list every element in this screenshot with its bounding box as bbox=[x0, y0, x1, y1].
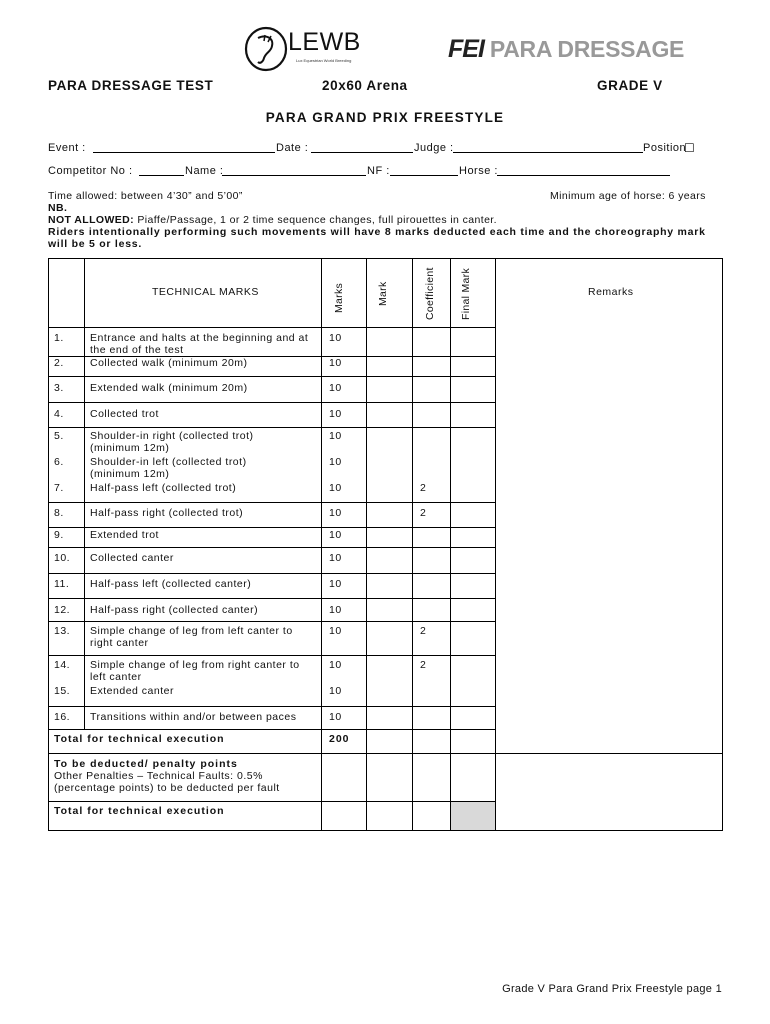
horse-head-icon bbox=[244, 26, 290, 72]
row-marks: 10 bbox=[329, 625, 342, 637]
row-num: 11. bbox=[54, 578, 70, 590]
horse-label: Horse : bbox=[459, 165, 498, 177]
row-marks: 10 bbox=[329, 357, 342, 369]
lewb-tagline: Lux Equestrian World Breeding bbox=[296, 58, 352, 63]
not-allowed-line bbox=[48, 214, 497, 226]
row-marks: 10 bbox=[329, 529, 342, 541]
row-num: 5. bbox=[54, 430, 64, 442]
time-allowed: Time allowed: between 4’30” and 5’00” bbox=[48, 190, 243, 202]
row-separator bbox=[48, 547, 496, 548]
page-footer: Grade V Para Grand Prix Freestyle page 1 bbox=[502, 983, 722, 995]
total-technical-value: 200 bbox=[329, 733, 350, 745]
nf-label: NF : bbox=[367, 165, 390, 177]
row-num: 15. bbox=[54, 685, 71, 697]
total-technical-label-2: Total for technical execution bbox=[54, 805, 225, 817]
row-separator bbox=[48, 402, 496, 403]
date-label: Date : bbox=[276, 142, 309, 154]
mark-header: Mark bbox=[377, 281, 389, 306]
row-num: 2. bbox=[54, 357, 64, 369]
row-movement: Half-pass left (collected canter) bbox=[90, 578, 252, 590]
row-separator bbox=[48, 729, 496, 730]
row-separator bbox=[48, 376, 496, 377]
riders-warning-1: Riders intentionally performing such movements will have 8 marks deducted each time and the choreography mark bbox=[48, 226, 706, 238]
deduction-line-1: Other Penalties – Technical Faults: 0.5% bbox=[54, 770, 263, 782]
horse-field[interactable] bbox=[497, 175, 670, 176]
row-marks: 10 bbox=[329, 685, 342, 697]
row-movement: the end of the test bbox=[90, 344, 184, 356]
table-top-border bbox=[48, 258, 723, 259]
row-num: 16. bbox=[54, 711, 71, 723]
row-movement: Entrance and halts at the beginning and at bbox=[90, 332, 309, 344]
row-movement: Simple change of leg from right canter to bbox=[90, 659, 300, 671]
not-allowed-label: NOT ALLOWED: bbox=[48, 214, 135, 226]
row-marks: 10 bbox=[329, 382, 342, 394]
row-num: 10. bbox=[54, 552, 71, 564]
total-technical-label: Total for technical execution bbox=[54, 733, 225, 745]
row-movement: Half-pass left (collected trot) bbox=[90, 482, 237, 494]
technical-marks-header: TECHNICAL MARKS bbox=[152, 286, 259, 298]
row-coefficient: 2 bbox=[420, 482, 427, 494]
row-num: 14. bbox=[54, 659, 71, 671]
row-marks: 10 bbox=[329, 659, 342, 671]
event-field[interactable] bbox=[93, 152, 275, 153]
row-marks: 10 bbox=[329, 482, 342, 494]
not-allowed-text: Piaffe/Passage, 1 or 2 time sequence changes, full pirouettes in canter. bbox=[134, 214, 497, 226]
final-mark-header: Final Mark bbox=[460, 267, 472, 320]
row-marks: 10 bbox=[329, 552, 342, 564]
row-movement: Simple change of leg from left canter to bbox=[90, 625, 293, 637]
row-num: 12. bbox=[54, 604, 71, 616]
row-num: 1. bbox=[54, 332, 64, 344]
marks-col-divider bbox=[321, 258, 322, 831]
marks-header: Marks bbox=[333, 282, 345, 313]
row-movement: (minimum 12m) bbox=[90, 468, 170, 480]
test-subtitle: PARA GRAND PRIX FREESTYLE bbox=[265, 110, 505, 125]
final-total-cell bbox=[451, 802, 495, 830]
row-movement: Collected trot bbox=[90, 408, 159, 420]
row-movement: Half-pass right (collected trot) bbox=[90, 507, 244, 519]
table-left-border bbox=[48, 258, 49, 831]
row-separator bbox=[48, 573, 496, 574]
final-col-divider bbox=[450, 258, 451, 831]
position-checkbox[interactable]: ☐ bbox=[684, 141, 696, 155]
deduction-title: To be deducted/ penalty points bbox=[54, 758, 238, 770]
row-movement: right canter bbox=[90, 637, 149, 649]
row-num: 6. bbox=[54, 456, 64, 468]
row-marks: 10 bbox=[329, 332, 342, 344]
judge-field[interactable] bbox=[453, 152, 643, 153]
row-movement: Collected canter bbox=[90, 552, 174, 564]
minimum-age: Minimum age of horse: 6 years bbox=[550, 190, 706, 202]
row-separator bbox=[48, 527, 496, 528]
remarks-col-divider bbox=[495, 258, 496, 831]
name-label: Name : bbox=[185, 165, 224, 177]
coefficient-header: Coefficient bbox=[424, 267, 436, 320]
row-num: 9. bbox=[54, 529, 64, 541]
lewb-logo bbox=[244, 26, 372, 74]
row-marks: 10 bbox=[329, 604, 342, 616]
remarks-header: Remarks bbox=[588, 286, 634, 298]
row-num: 3. bbox=[54, 382, 64, 394]
row-movement: Extended trot bbox=[90, 529, 159, 541]
num-col-divider bbox=[84, 258, 85, 729]
coef-col-divider bbox=[412, 258, 413, 831]
row-movement: left canter bbox=[90, 671, 142, 683]
fei-para-dressage-logo bbox=[448, 34, 684, 64]
competitor-field[interactable] bbox=[139, 175, 184, 176]
row-coefficient: 2 bbox=[420, 625, 427, 637]
lewb-wordmark: LEWB bbox=[288, 28, 361, 56]
row-movement: Half-pass right (collected canter) bbox=[90, 604, 259, 616]
row-marks: 10 bbox=[329, 711, 342, 723]
row-marks: 10 bbox=[329, 456, 342, 468]
row-movement: Shoulder-in right (collected trot) bbox=[90, 430, 254, 442]
position-label: Position bbox=[643, 142, 687, 154]
row-marks: 10 bbox=[329, 578, 342, 590]
row-coefficient: 2 bbox=[420, 659, 427, 671]
event-label: Event : bbox=[48, 142, 86, 154]
row-coefficient: 2 bbox=[420, 507, 427, 519]
row-movement: Collected walk (minimum 20m) bbox=[90, 357, 248, 369]
judge-label: Judge : bbox=[414, 142, 454, 154]
row-separator bbox=[48, 753, 723, 754]
row-num: 8. bbox=[54, 507, 64, 519]
mark-col-divider bbox=[366, 258, 367, 831]
nf-field[interactable] bbox=[390, 175, 458, 176]
table-right-border bbox=[722, 258, 723, 831]
row-movement: Extended walk (minimum 20m) bbox=[90, 382, 248, 394]
row-num: 13. bbox=[54, 625, 71, 637]
table-bottom-border bbox=[48, 830, 723, 831]
nb-label: NB. bbox=[48, 202, 68, 214]
row-marks: 10 bbox=[329, 408, 342, 420]
deduction-line-2: (percentage points) to be deducted per fault bbox=[54, 782, 280, 794]
row-separator bbox=[48, 801, 496, 802]
date-field[interactable] bbox=[311, 152, 413, 153]
row-movement: (minimum 12m) bbox=[90, 442, 170, 454]
row-separator bbox=[48, 706, 496, 707]
para-dressage-wordmark: PARA DRESSAGE bbox=[489, 35, 685, 62]
row-separator bbox=[48, 502, 496, 503]
row-movement: Transitions within and/or between paces bbox=[90, 711, 297, 723]
arena-size: 20x60 Arena bbox=[322, 78, 408, 93]
name-field[interactable] bbox=[222, 175, 366, 176]
row-movement: Shoulder-in left (collected trot) bbox=[90, 456, 247, 468]
row-separator bbox=[48, 427, 496, 428]
grade-label: GRADE V bbox=[597, 78, 663, 93]
row-num: 4. bbox=[54, 408, 64, 420]
row-movement: Extended canter bbox=[90, 685, 174, 697]
row-marks: 10 bbox=[329, 430, 342, 442]
row-num: 7. bbox=[54, 482, 64, 494]
row-marks: 10 bbox=[329, 507, 342, 519]
fei-wordmark: FEI bbox=[448, 34, 484, 63]
row-separator bbox=[48, 598, 496, 599]
test-title: PARA DRESSAGE TEST bbox=[48, 78, 214, 93]
riders-warning-2: will be 5 or less. bbox=[48, 238, 143, 250]
competitor-label: Competitor No : bbox=[48, 165, 133, 177]
row-separator bbox=[48, 655, 496, 656]
header-row-border bbox=[48, 327, 496, 328]
row-separator bbox=[48, 621, 496, 622]
